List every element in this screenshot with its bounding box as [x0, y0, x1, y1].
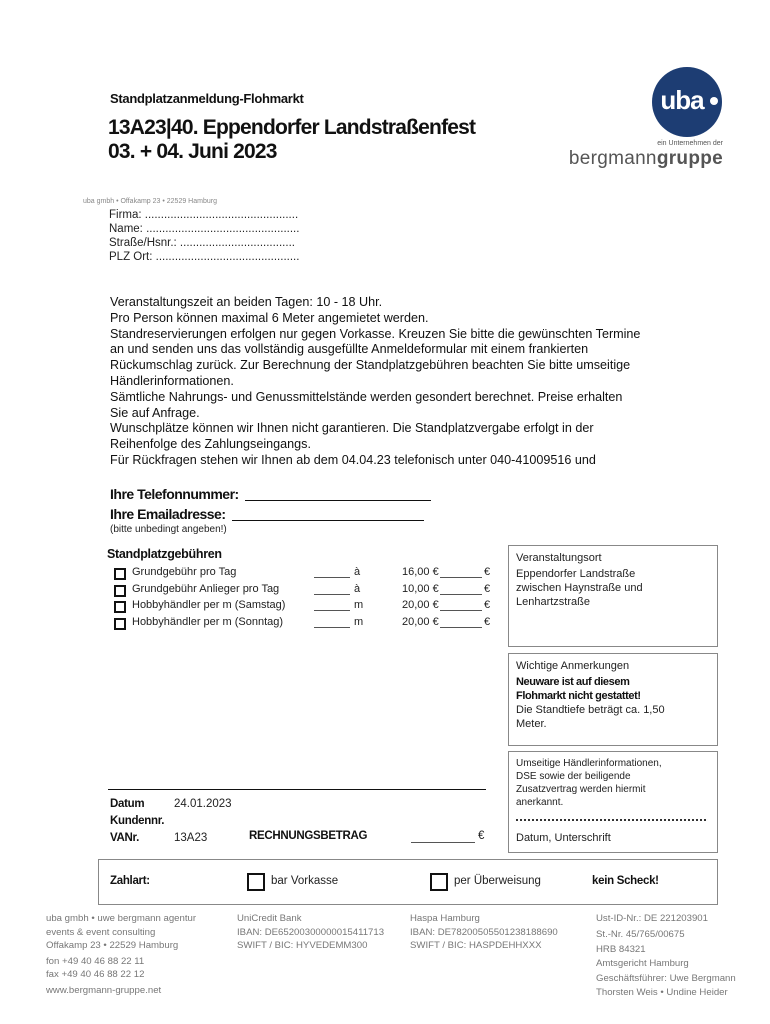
document-type: Standplatzanmeldung-Flohmarkt — [110, 91, 304, 106]
fee-currency: € — [484, 616, 491, 628]
fee-checkbox[interactable] — [114, 568, 126, 580]
fee-unit: à — [354, 566, 361, 578]
info-text — [110, 295, 720, 469]
logo-text: uba — [660, 85, 704, 115]
fee-total-blank[interactable] — [440, 594, 482, 595]
invoice-amount-blank[interactable] — [411, 842, 475, 843]
street-field[interactable]: Straße/Hsnr.: .................................... — [109, 237, 295, 249]
phone-label: Ihre Telefonnummer: — [110, 486, 239, 502]
date-value: 24.01.2023 — [174, 798, 232, 810]
footer-line: fon +49 40 46 88 22 11 — [46, 955, 145, 967]
fee-label: Grundgebühr pro Tag — [132, 566, 237, 578]
signature-label: Datum, Unterschrift — [516, 832, 611, 844]
notes-box — [508, 653, 718, 746]
venue-line: Eppendorfer Landstraße — [516, 568, 636, 580]
info-line: Sämtliche Nahrungs- und Genussmittelstände werden gesondert berechnet. Preise erhalten — [110, 389, 623, 404]
footer-website: www.bergmann-gruppe.net — [46, 984, 162, 996]
notes-line: Meter. — [516, 718, 547, 730]
fee-label: Hobbyhändler per m (Samstag) — [132, 599, 286, 611]
va-number-value: 13A23 — [174, 832, 208, 844]
brand-part-b: gruppe — [656, 148, 723, 169]
invoice-amount-label: RECHNUNGSBETRAG — [249, 830, 368, 842]
fee-checkbox[interactable] — [114, 585, 126, 597]
event-title-line1: 13A23|40. Eppendorfer Landstraßenfest — [108, 116, 476, 139]
info-line: Veranstaltungszeit an beiden Tagen: 10 - 18 Uhr. — [110, 295, 383, 309]
fee-price: 20,00 € — [402, 599, 439, 611]
consent-line: anerkannt. — [516, 797, 564, 808]
fee-unit: m — [354, 616, 364, 628]
footer-bank1 — [237, 912, 384, 953]
info-line: Wunschplätze können wir Ihnen nicht garantieren. Die Standplatzvergabe erfolgt in der — [110, 421, 594, 436]
date-label: Datum — [110, 798, 145, 810]
fee-checkbox[interactable] — [114, 618, 126, 630]
notes-bold-line: Neuware ist auf diesem — [516, 676, 630, 688]
va-number-label: VANr. — [110, 832, 139, 844]
info-line: Sie auf Anfrage. — [110, 405, 200, 420]
consent-line: Zusatzvertrag werden hiermit — [516, 784, 646, 795]
info-line: Pro Person können maximal 6 Meter angemietet werden. — [110, 310, 429, 325]
divider — [108, 789, 486, 790]
fee-total-blank[interactable] — [440, 627, 482, 628]
footer-line: UniCredit Bank — [237, 913, 302, 924]
fee-currency: € — [484, 566, 491, 578]
venue-title: Veranstaltungsort — [516, 552, 602, 564]
logo-dot — [710, 97, 718, 105]
consent-line: Umseitige Händlerinformationen, — [516, 758, 662, 769]
fee-quantity-blank[interactable] — [314, 610, 350, 611]
fee-label: Grundgebühr Anlieger pro Tag — [132, 583, 280, 595]
footer-line: SWIFT / BIC: HYVEDEMM300 — [237, 940, 368, 951]
contact-hint: (bitte unbedingt angeben!) — [110, 524, 227, 535]
fee-price: 20,00 € — [402, 616, 439, 628]
footer-line: Haspa Hamburg — [410, 913, 480, 924]
notes-title: Wichtige Anmerkungen — [516, 660, 630, 672]
footer-line: events & event consulting — [46, 926, 156, 938]
fee-checkbox[interactable] — [114, 601, 126, 613]
fee-label: Hobbyhändler per m (Sonntag) — [132, 616, 284, 628]
event-title-line2: 03. + 04. Juni 2023 — [108, 140, 277, 163]
footer-line: Offakamp 23 • 22529 Hamburg — [46, 940, 179, 951]
footer-company — [46, 912, 196, 997]
company-field[interactable]: Firma: ................................................ — [109, 209, 299, 221]
payment-box — [98, 859, 718, 905]
footer-line: IBAN: DE65200300000015411713 — [237, 926, 385, 938]
fee-quantity-blank[interactable] — [314, 577, 350, 578]
venue-line: Lenhartzstraße — [516, 596, 590, 608]
footer-line: St.-Nr. 45/765/00675 — [596, 928, 685, 940]
info-line: Händlerinformationen. — [110, 373, 234, 388]
notes-bold-line: Flohmarkt nicht gestattet! — [516, 690, 641, 702]
info-line: Reihenfolge des Zahlungseingangs. — [110, 437, 311, 452]
parent-company-subtitle: ein Unternehmen der — [657, 140, 723, 147]
fee-currency: € — [484, 583, 491, 595]
notes-line: Die Standtiefe beträgt ca. 1,50 — [516, 704, 665, 716]
signature-line[interactable] — [516, 819, 706, 821]
brand-part-a: bergmann — [568, 148, 657, 169]
payment-label: Zahlart: — [110, 875, 150, 887]
no-check-note: kein Scheck! — [592, 875, 659, 887]
customer-number-label: Kundennr. — [110, 815, 165, 827]
info-line: Für Rückfragen stehen wir Ihnen ab dem 04.04.23 telefonisch unter 040-41009516 und — [110, 452, 596, 467]
email-input-line[interactable] — [232, 520, 424, 521]
parent-company-brand — [560, 148, 723, 170]
transfer-checkbox[interactable] — [430, 873, 448, 891]
footer-line: Ust-ID-Nr.: DE 221203901 — [596, 913, 708, 924]
fee-quantity-blank[interactable] — [314, 594, 350, 595]
fee-currency: € — [484, 599, 491, 611]
footer-bank2 — [410, 912, 558, 953]
transfer-option-label: per Überweisung — [454, 875, 541, 887]
info-line: Standreservierungen erfolgen nur gegen Vorkasse. Kreuzen Sie bitte die gewünschten Termine — [110, 326, 641, 341]
consent-box — [508, 751, 718, 853]
email-label: Ihre Emailadresse: — [110, 506, 226, 522]
fee-total-blank[interactable] — [440, 577, 482, 578]
sender-line: uba gmbh • Offakamp 23 • 22529 Hamburg — [83, 198, 217, 205]
fee-price: 16,00 € — [402, 566, 439, 578]
zip-city-field[interactable]: PLZ Ort: ............................................. — [109, 251, 300, 263]
invoice-currency: € — [478, 830, 485, 842]
event-title — [108, 116, 475, 164]
footer-line: SWIFT / BIC: HASPDEHHXXX — [410, 940, 542, 951]
cash-checkbox[interactable] — [247, 873, 265, 891]
fee-unit: à — [354, 583, 361, 595]
footer-line: uba gmbh • uwe bergmann agentur — [46, 913, 197, 924]
venue-line: zwischen Haynstraße und — [516, 582, 643, 594]
fee-quantity-blank[interactable] — [314, 627, 350, 628]
footer-line: fax +49 40 46 88 22 12 — [46, 969, 145, 980]
footer-line: Amtsgericht Hamburg — [596, 957, 689, 969]
footer-line: IBAN: DE78200505501238188690 — [410, 926, 558, 938]
fee-unit: m — [354, 599, 364, 611]
footer-legal — [596, 912, 736, 999]
fees-title: Standplatzgebühren — [107, 547, 222, 561]
info-line: an und senden uns das vollständig ausgefüllte Anmeldeformular mit einem frankierten — [110, 342, 589, 357]
name-field[interactable]: Name: ................................................ — [109, 223, 300, 235]
venue-box — [508, 545, 718, 647]
footer-line: Thorsten Weis • Undine Heider — [596, 986, 728, 998]
fee-price: 10,00 € — [402, 583, 439, 595]
footer-line: Geschäftsführer: Uwe Bergmann — [596, 973, 736, 984]
info-line: Rückumschlag zurück. Zur Berechnung der Standplatzgebühren beachten Sie bitte umseitige — [110, 358, 631, 373]
phone-input-line[interactable] — [245, 500, 431, 501]
consent-line: DSE sowie der beiligende — [516, 771, 631, 782]
uba-logo — [652, 67, 722, 137]
cash-option-label: bar Vorkasse — [271, 875, 339, 887]
fee-total-blank[interactable] — [440, 610, 482, 611]
footer-line: HRB 84321 — [596, 944, 646, 955]
